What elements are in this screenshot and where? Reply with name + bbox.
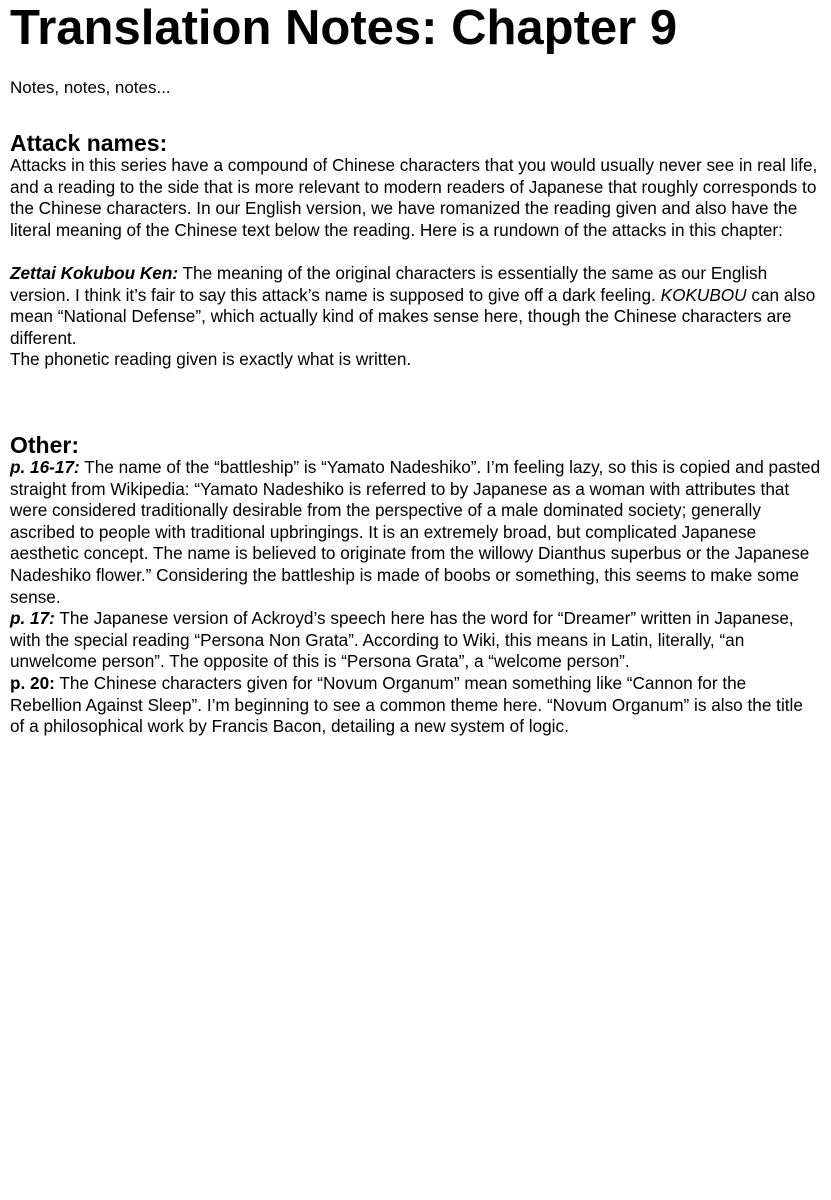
attack-entry-italic: KOKUBOU [660,284,747,305]
note-text: The name of the “battleship” is “Yamato Nadeshiko”. I’m feeling lazy, so this is copied and pasted straight from Wikipedia: “Yamato Nadeshiko is referred to by Japanese as a woman with attributes that were considered traditionally desirable from the perspective of a male dominated society; generally ascribed to people with traditional upbringings. It is an extremely broad, but complicated Japanese aesthetic concept. The name is believed to originate from the willowy Dianthus superbus or the Japanese Nadeshiko flower.” Considering the battleship is made of boobs or something, this seems to make some sense. [10,457,821,607]
attack-entry-label: Zettai Kokubou Ken: [10,262,179,283]
note-label: p. 17: [10,608,55,629]
attack-entry [10,263,822,349]
attack-entry-note: The phonetic reading given is exactly what is written. [10,349,412,370]
note-p17 [10,608,822,673]
attack-intro: Attacks in this series have a compound of Chinese characters that you would usually never see in real life, and a reading to the side that is more relevant to modern readers of Japanese that roughly corresponds to the Chinese characters. In our English version, we have romanized the reading given and also have the literal meaning of the Chinese text below the reading. Here is a rundown of the attacks in this chapter: [10,155,818,240]
other-section [10,433,822,738]
note-label: p. 16-17: [10,457,80,477]
attack-entry-text-2: can also mean “National Defense”, which actually kind of makes sense here, though the Chinese characters are different. [10,284,816,348]
page-title: Translation Notes: Chapter 9 [10,1,678,55]
attack-names-section [10,131,822,371]
other-heading: Other: [10,432,79,458]
note-text: The Japanese version of Ackroyd’s speech here has the word for “Dreamer” written in Japanese, with the special reading “Persona Non Grata”. According to Wiki, this means in Latin, literally, “an unwelcome person”. The opposite of this is “Persona Grata”, a “welcome person”. [10,608,794,672]
note-p20 [10,673,822,738]
subtitle: Notes, notes, notes... [10,78,171,97]
note-label: p. 20: [10,672,55,693]
note-p16-17 [10,457,822,608]
note-text: The Chinese characters given for “Novum Organum” mean something like “Cannon for the Rebellion Against Sleep”. I’m beginning to see a common theme here. “Novum Organum” is also the title of a philosophical work by Francis Bacon, detailing a new system of logic. [10,672,803,737]
attack-entry-text: The meaning of the original characters is essentially the same as our English version. I think it’s fair to say this attack’s name is supposed to give off a dark feeling. [10,262,768,305]
attack-names-heading: Attack names: [10,130,168,156]
